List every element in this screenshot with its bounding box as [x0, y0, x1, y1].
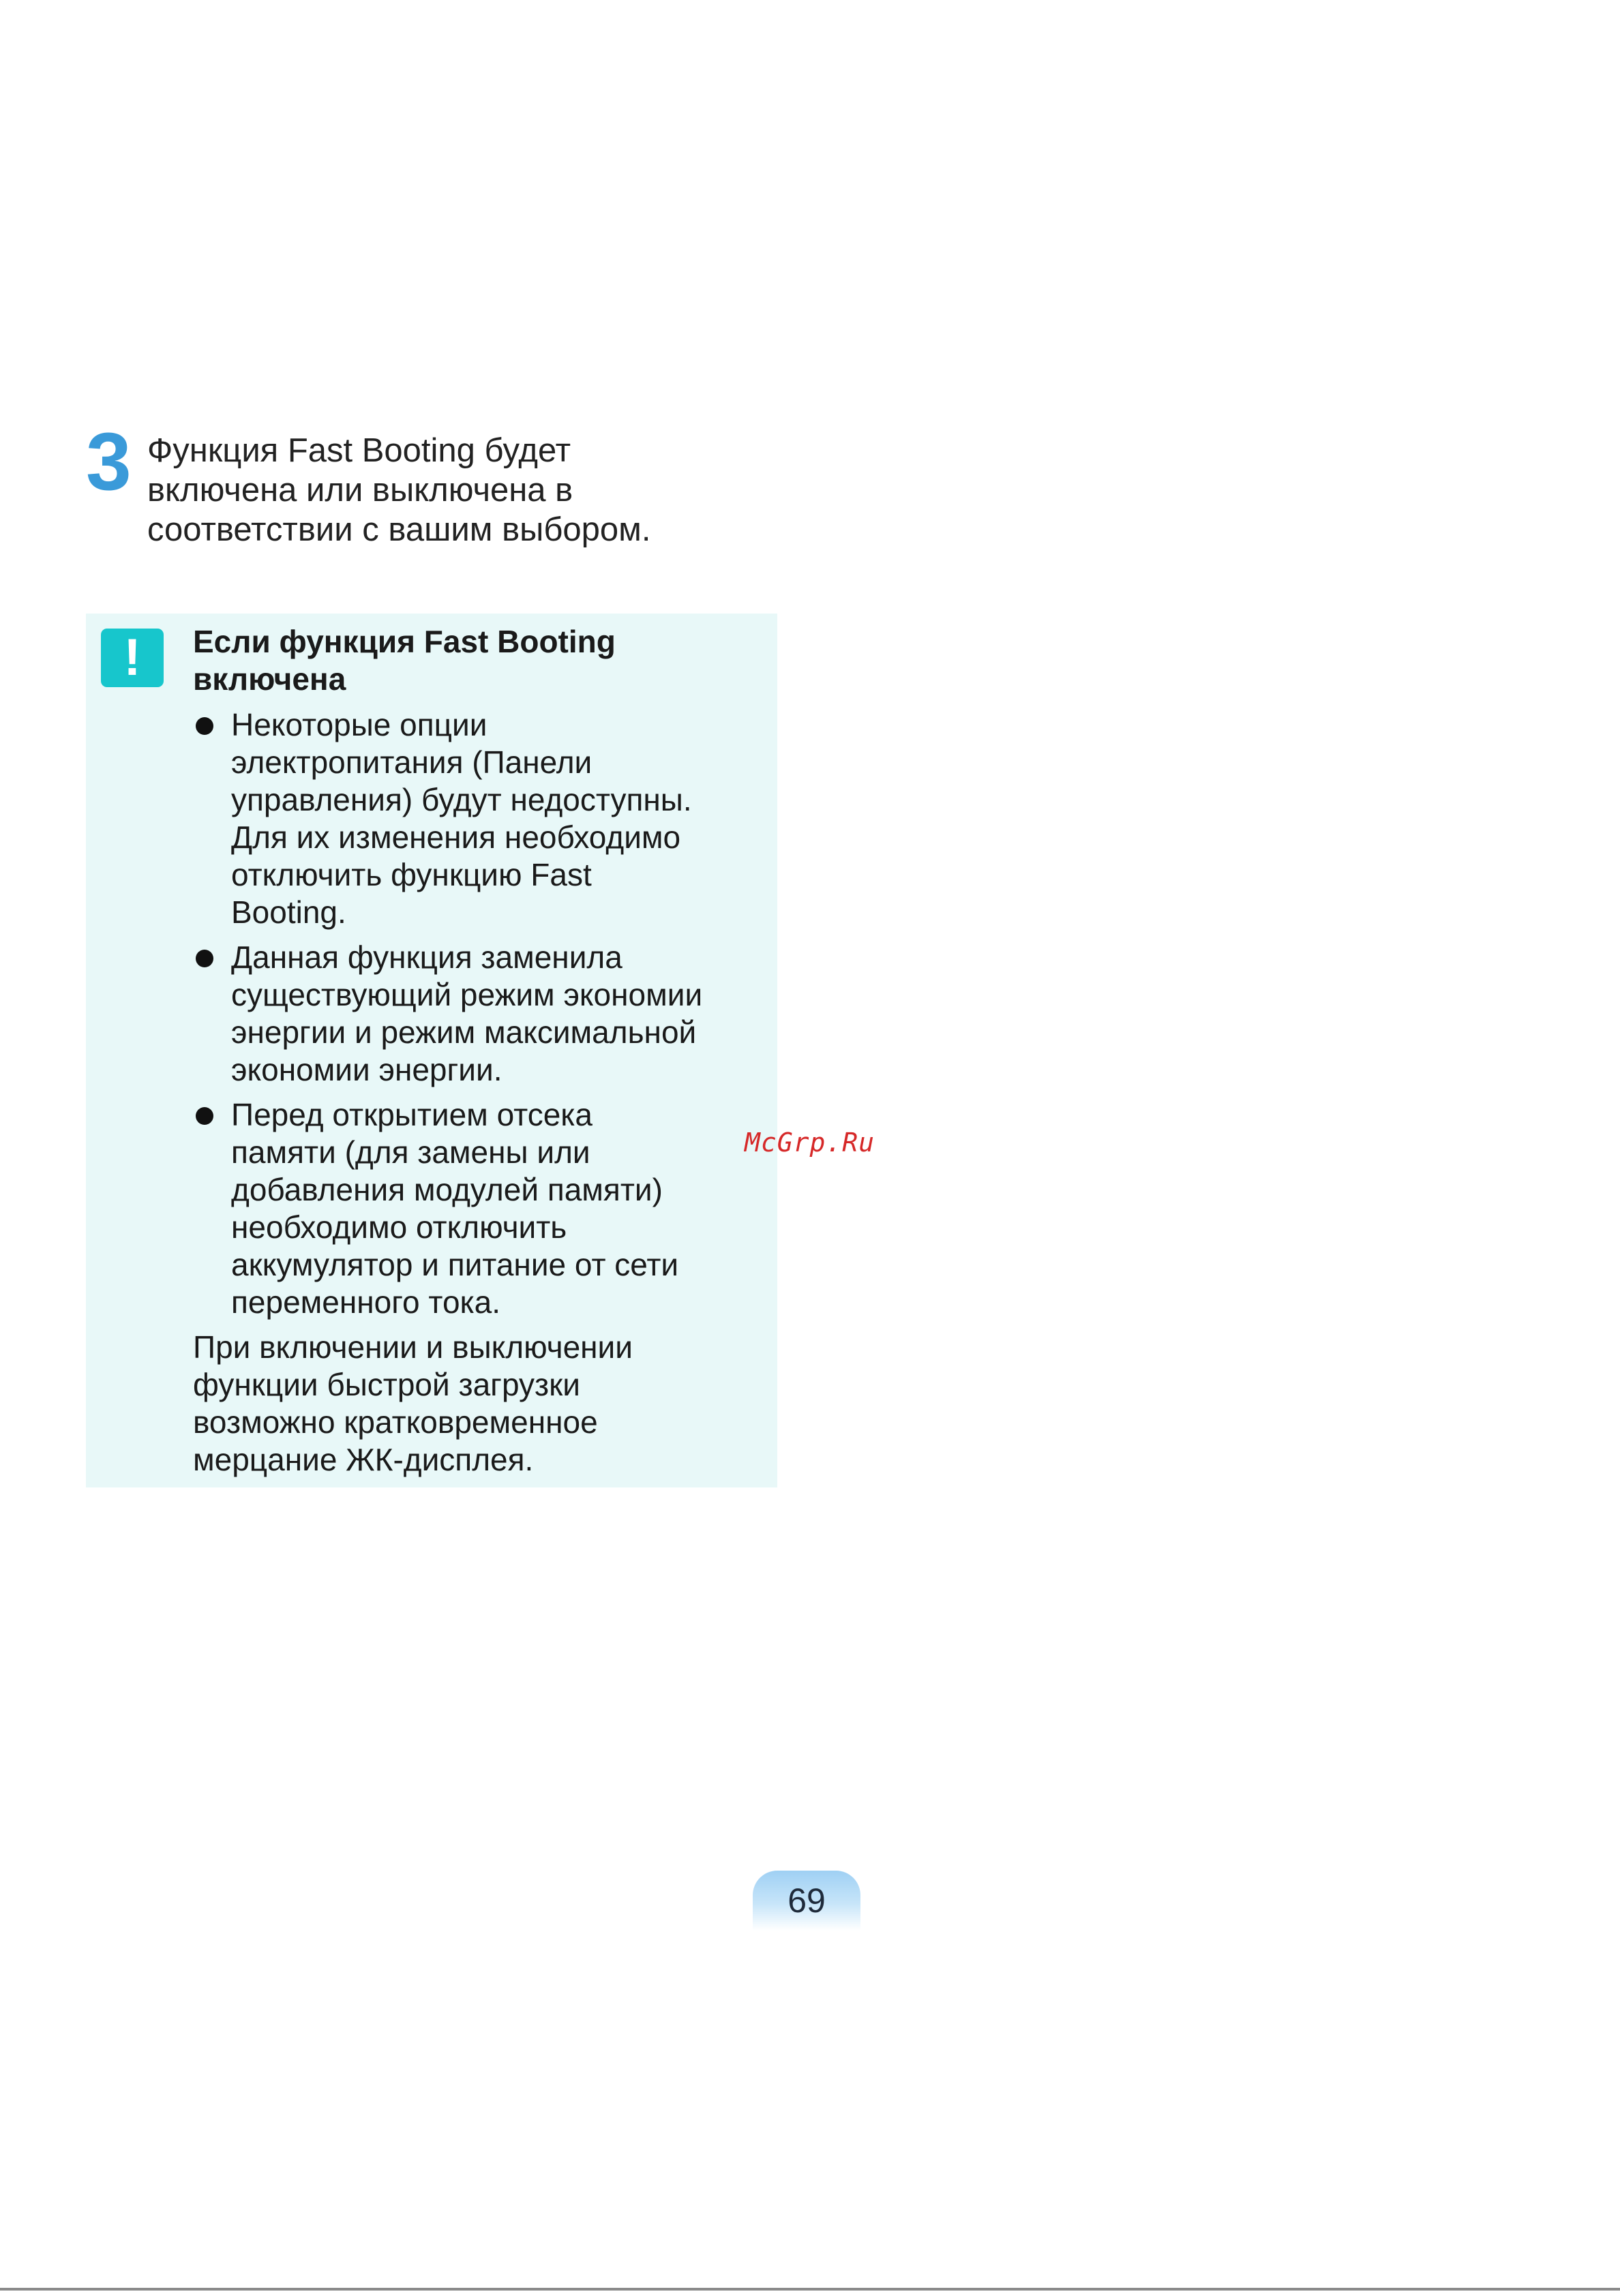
step-3: [86, 417, 768, 554]
bullet-line: Данная функция заменила: [231, 939, 622, 975]
step-text-line: соответствии с вашим выбором.: [147, 511, 651, 548]
bullet-line: Для их изменения необходимо: [231, 819, 681, 855]
bullet-text: [231, 706, 766, 931]
note-title-line: Если функция Fast Booting: [193, 624, 616, 659]
bullet-line: Booting.: [231, 894, 346, 930]
note-content: [193, 623, 766, 1479]
step-text-line: включена или выключена в: [147, 472, 573, 509]
footer-line: мерцание ЖК-дисплея.: [193, 1442, 534, 1477]
bottom-divider: [0, 2288, 1620, 2291]
bullet-line: электропитания (Панели: [231, 744, 592, 780]
bullet-line: памяти (для замены или: [231, 1134, 590, 1170]
bullet-dot-icon: [196, 950, 213, 967]
bullet-line: энергии и режим максимальной: [231, 1014, 697, 1050]
bullet-line: добавления модулей памяти): [231, 1172, 663, 1207]
bullet-line: Перед открытием отсека: [231, 1097, 593, 1132]
note-title-line: включена: [193, 661, 346, 697]
step-text-line: Функция Fast Booting будет: [147, 432, 571, 469]
step-number: 3: [86, 416, 129, 507]
note-bullet: [193, 939, 766, 1089]
page-number-tab: [753, 1871, 860, 1931]
bullet-line: переменного тока.: [231, 1284, 501, 1320]
step-text: [147, 431, 775, 549]
note-bullet: [193, 1096, 766, 1321]
bullet-dot-icon: [196, 1107, 213, 1125]
bullet-line: отключить функцию Fast: [231, 857, 592, 892]
bullet-line: экономии энергии.: [231, 1052, 502, 1087]
note-title: [193, 623, 766, 698]
exclamation-icon: !: [101, 629, 164, 687]
page-number: 69: [787, 1882, 826, 1920]
bullet-line: аккумулятор и питание от сети: [231, 1247, 679, 1282]
bullet-dot-icon: [196, 717, 213, 735]
bullet-line: управления) будут недоступны.: [231, 782, 692, 817]
footer-line: При включении и выключении: [193, 1329, 633, 1365]
warning-note-box: [86, 614, 777, 1487]
bullet-text: [231, 1096, 766, 1321]
note-bullet: [193, 706, 766, 931]
bullet-text: [231, 939, 766, 1089]
bullet-line: Некоторые опции: [231, 707, 487, 742]
note-footer-text: [193, 1329, 766, 1479]
footer-line: функции быстрой загрузки: [193, 1367, 580, 1402]
bullet-line: существующий режим экономии: [231, 977, 703, 1012]
footer-line: возможно кратковременное: [193, 1404, 598, 1440]
bullet-line: необходимо отключить: [231, 1209, 567, 1245]
watermark: McGrp.Ru: [745, 1128, 875, 1158]
